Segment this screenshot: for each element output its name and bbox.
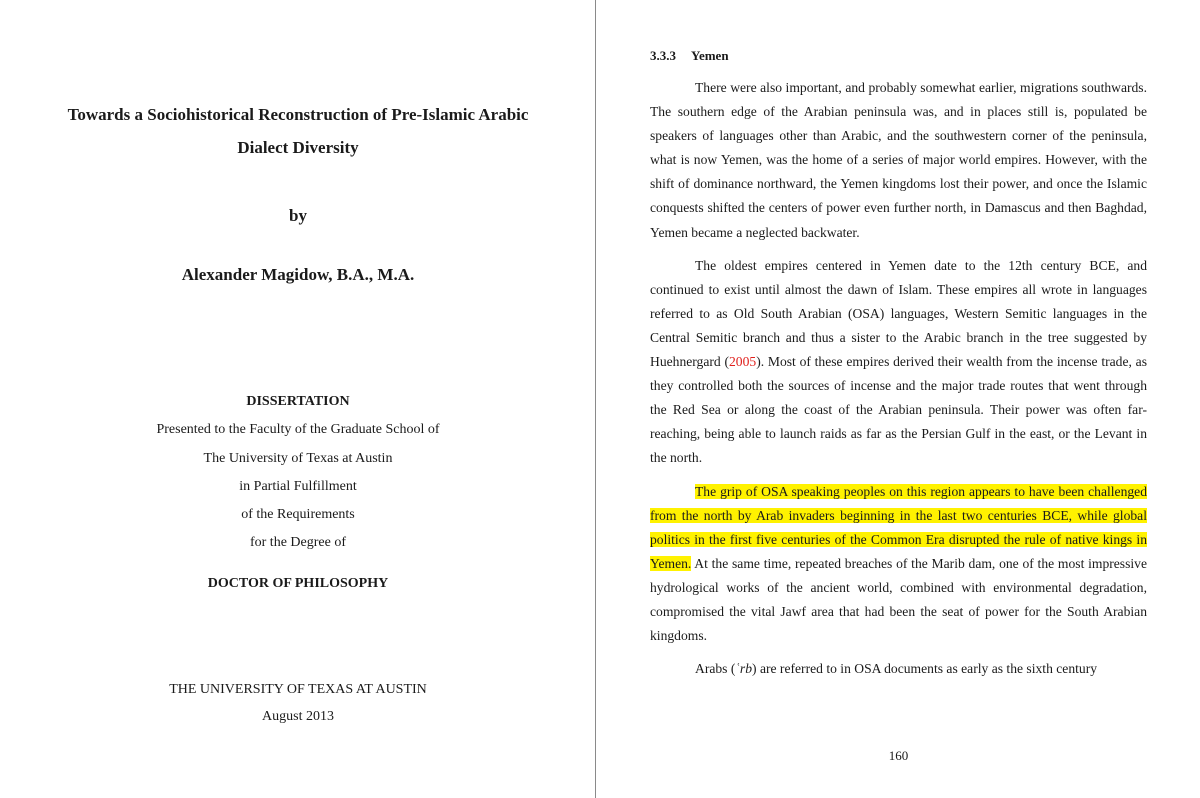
body-page	[596, 0, 1200, 798]
author-name: Alexander Magidow, B.A., M.A.	[181, 265, 415, 284]
paragraph	[650, 76, 1147, 245]
presentation-line: Presented to the Faculty of the Graduate School of	[156, 422, 440, 438]
page-number: 160	[888, 748, 909, 763]
title-page	[0, 0, 596, 798]
presentation-line: of the Requirements	[241, 507, 355, 523]
submission-date: August 2013	[262, 709, 334, 724]
body-text	[650, 76, 1147, 690]
institution-name: THE UNIVERSITY OF TEXAS AT AUSTIN	[169, 682, 427, 697]
presentation-line: The University of Texas at Austin	[203, 450, 393, 466]
dissertation-label: DISSERTATION	[246, 394, 350, 409]
presentation-line: in Partial Fulfillment	[239, 478, 357, 494]
paragraph	[650, 254, 1147, 471]
section-title: Yemen	[691, 48, 729, 63]
presentation-statement	[40, 388, 556, 558]
title-line-2: Dialect Diversity	[237, 138, 359, 157]
title-line-1: Towards a Sociohistorical Reconstruction of Pre-Islamic Arabic	[67, 105, 529, 124]
paragraph-text: The oldest empires centered in Yemen date to the 12th century BCE, and continued to exist until almost the dawn of Islam. These empires all wrote in languages referred to as Old South Arabian (OSA) languages, Western Semitic languages in the Central Semitic branch and thus a sister to the Arabic branch in the tree suggested by Huehnergard (	[650, 257, 1147, 370]
paragraph	[650, 480, 1147, 649]
dissertation-title	[40, 98, 556, 164]
section-heading	[650, 44, 729, 68]
paragraph-text: Arabs (	[695, 661, 736, 677]
highlighted-text: The grip of OSA speaking peoples on this region appears to have been challenged from the north by Arab invaders beginning in the last two centuries BCE, while global politics in the first five centuries of the Common Era disrupted the rule of native kings in Yemen.	[650, 483, 1147, 571]
section-number: 3.3.3	[650, 48, 676, 63]
transliterated-term: ʿrb	[735, 661, 753, 677]
paragraph-text: ). Most of these empires derived their wealth from the incense trade, as they controlled both the sources of incense and the major trade routes that went through the Red Sea or along the coast of the Arabian peninsula. Their power was often far-reaching, being able to launch raids as far as the Persian Gulf in the east, or the Levant in the north.	[650, 354, 1147, 466]
citation-link[interactable]: 2005	[729, 354, 757, 370]
paragraph-text: At the same time, repeated breaches of the Marib dam, one of the most impressive hydrological works of the ancient world, combined with environmental degradation, compromised the vital Jawf area that had been the seat of power for the South Arabian kingdoms.	[650, 555, 1147, 644]
presentation-line: for the Degree of	[249, 535, 346, 551]
institution-block	[40, 676, 556, 730]
paragraph	[650, 657, 1147, 681]
degree-name: DOCTOR OF PHILOSOPHY	[207, 576, 389, 591]
paragraph-text: ) are referred to in OSA documents as early as the sixth century	[752, 661, 1098, 677]
by-line: by	[289, 206, 307, 225]
paragraph-text: There were also important, and probably somewhat earlier, migrations southwards. The southern edge of the Arabian peninsula was, and in places still is, populated be speakers of languages other than Arabic, and the southwestern corner of the peninsula, what is now Yemen, was the home of a series of major world empires. However, with the shift of dominance northward, the Yemen kingdoms lost their power, and once the Islamic conquests shifted the centers of power even further north, in Damascus and then Baghdad, Yemen became a neglected backwater.	[650, 80, 1147, 240]
